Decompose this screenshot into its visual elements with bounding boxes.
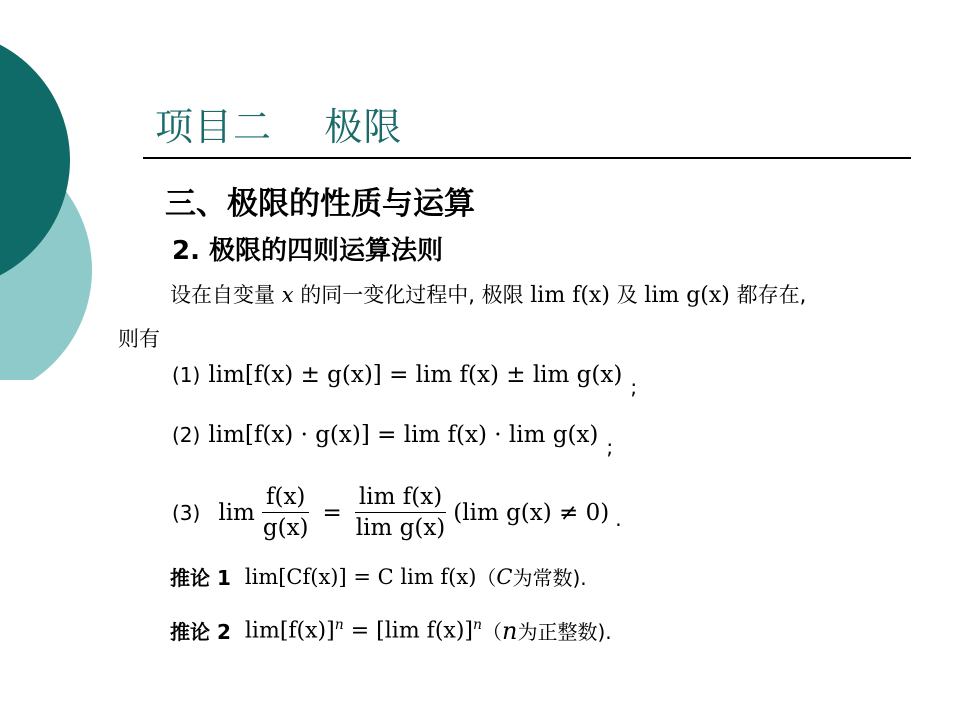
intro-continuation: 则有 (118, 327, 160, 351)
lim-g-expr: lim g(x) (644, 283, 730, 308)
section-heading: 三、极限的性质与运算 (165, 186, 475, 222)
title-underline (143, 157, 911, 159)
intro-paragraph: 设在自变量 x 的同一变化过程中, 极限 lim f(x) 及 lim g(x) 都存在, (170, 283, 807, 308)
rule-3-formula: lim $\frac{f(x)}{g(x)}$ = $\frac{\text{lim f(x)}}{\text{lim g(x)}}$ (lim g(x) ≠ 0) (218, 484, 610, 541)
corollary-2-formula: $\lim[f(x)]^n = [\lim$ f(x)]$^n$ (244, 617, 483, 644)
rule-2-formula: lim[f(x) · g(x)] = lim f(x) · lim g(x) (208, 422, 599, 448)
rhs-fraction: $\frac{\text{lim f(x)}}{\text{lim g(x)}}$ (355, 484, 446, 541)
rule-1-formula: lim[f(x) ± g(x)] = lim f(x) ± lim g(x) (208, 362, 623, 388)
lhs-fraction: $\frac{f(x)}{g(x)}$ (262, 484, 309, 541)
rule-1: (1) lim[f(x) ± g(x)] = lim f(x) ± lim g(x) ; (172, 362, 638, 399)
corollary-2-label: 推论 2 (170, 620, 231, 644)
corollary-1: 推论 1 lim[Cf(x)] = C lim f(x) （ C 为常数). (170, 562, 587, 591)
corollary-1-formula: lim[Cf(x)] = C lim f(x) (244, 564, 477, 589)
decorative-circles (0, 0, 120, 380)
rule-3: (3) lim $\frac{f(x)}{g(x)}$ = $\frac{\text{lim f(x)}}{\text{lim g(x)}}$ (lim g(x) ≠ 0) . (172, 484, 622, 541)
var-x: x (281, 283, 294, 307)
corollary-2: 推论 2 $\lim[f(x)]^n = [\lim$ f(x)]$^n$ （ n 为正整数). (170, 616, 612, 645)
subsection-heading: 2. 极限的四则运算法则 (172, 236, 444, 266)
rule-2: (2) lim[f(x) · g(x)] = lim f(x) · lim g(x) ; (172, 422, 614, 459)
lim-f-expr: lim f(x) (530, 283, 610, 308)
corollary-1-label: 推论 1 (170, 566, 231, 590)
page-title: 项目二 极限 (155, 105, 403, 149)
